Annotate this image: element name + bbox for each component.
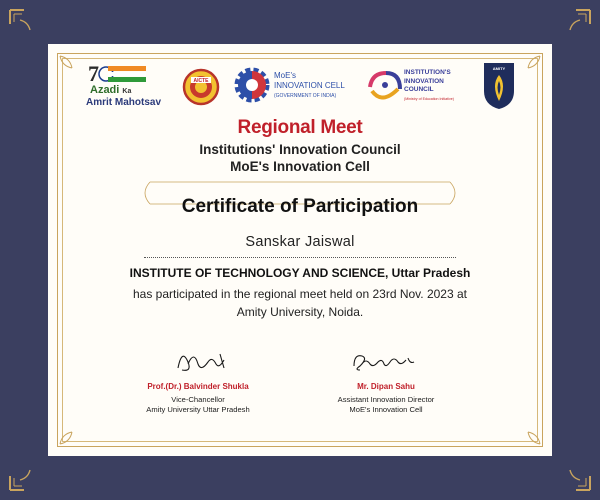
institute-name: INSTITUTE OF TECHNOLOGY AND SCIENCE, Uttar Pradesh: [129, 266, 471, 280]
organizer-line-2: MoE's Innovation Cell: [230, 159, 370, 174]
frame-flourish-bottom-left: [58, 424, 80, 446]
iic-emblem-icon: [366, 65, 404, 105]
certificate-title: Certificate of Participation: [181, 196, 419, 217]
corner-ornament-top-right: [552, 8, 592, 48]
ka-text: Ka: [122, 88, 132, 95]
institutions-innovation-council-logo: [366, 65, 466, 109]
moe-innovation-cell-logo: [232, 65, 350, 109]
corner-ornament-bottom-right: [552, 452, 592, 492]
iic-line3: COUNCIL: [404, 86, 434, 93]
signatory-2: [286, 382, 486, 415]
signatory-1-name: Prof.(Dr.) Balvinder Shukla: [147, 382, 249, 391]
recipient-underline: [144, 257, 456, 258]
amrit-mahotsav-text: Amrit Mahotsav: [86, 97, 162, 108]
corner-ornament-top-left: [8, 8, 48, 48]
iic-line4: (Ministry of Education Initiative): [404, 96, 454, 101]
frame-flourish-bottom-right: [520, 424, 542, 446]
gear-brain-icon: [232, 65, 272, 105]
certificate: [48, 44, 552, 456]
signature-balvinder-shukla: [170, 344, 240, 376]
aicte-text: AICTE: [193, 78, 209, 84]
event-title: Regional Meet: [237, 117, 363, 138]
participation-text-line-2: Amity University, Noida.: [236, 305, 364, 319]
frame-flourish-top-right: [520, 54, 542, 76]
government-of-india-text: (GOVERNMENT OF INDIA): [274, 93, 337, 99]
logo-strip: [86, 59, 516, 119]
organizer-line-1: Institutions' Innovation Council: [199, 142, 401, 157]
azadi-ka-amrit-mahotsav-logo: [86, 61, 166, 111]
svg-text:7: 7: [88, 61, 99, 86]
corner-ornament-bottom-left: [8, 452, 48, 492]
signatory-1: [98, 382, 298, 415]
amity-text: AMITY: [492, 66, 506, 71]
signatory-2-role: Assistant Innovation Director: [337, 395, 435, 404]
signatory-2-org: MoE's Innovation Cell: [349, 405, 423, 414]
frame-flourish-top-left: [58, 54, 80, 76]
signatory-2-name: Mr. Dipan Sahu: [357, 382, 415, 391]
aicte-logo: [182, 65, 220, 109]
moe-text: MoE's: [274, 71, 296, 80]
participation-text-line-1: has participated in the regional meet held on 23rd Nov. 2023 at: [133, 287, 467, 301]
iic-line1: INSTITUTION'S: [404, 69, 451, 76]
iic-line2: INNOVATION: [404, 77, 444, 85]
signature-dipan-sahu: [348, 350, 422, 376]
signatory-1-org: Amity University Uttar Pradesh: [146, 405, 250, 414]
azadi-text: Azadi: [90, 84, 120, 96]
aicte-seal-icon: [182, 65, 220, 109]
recipient-name: Sanskar Jaiswal: [245, 234, 355, 250]
signatory-1-role: Vice-Chancellor: [171, 395, 225, 404]
amity-university-logo: [482, 61, 516, 111]
innovation-cell-text: INNOVATION CELL: [274, 81, 345, 90]
